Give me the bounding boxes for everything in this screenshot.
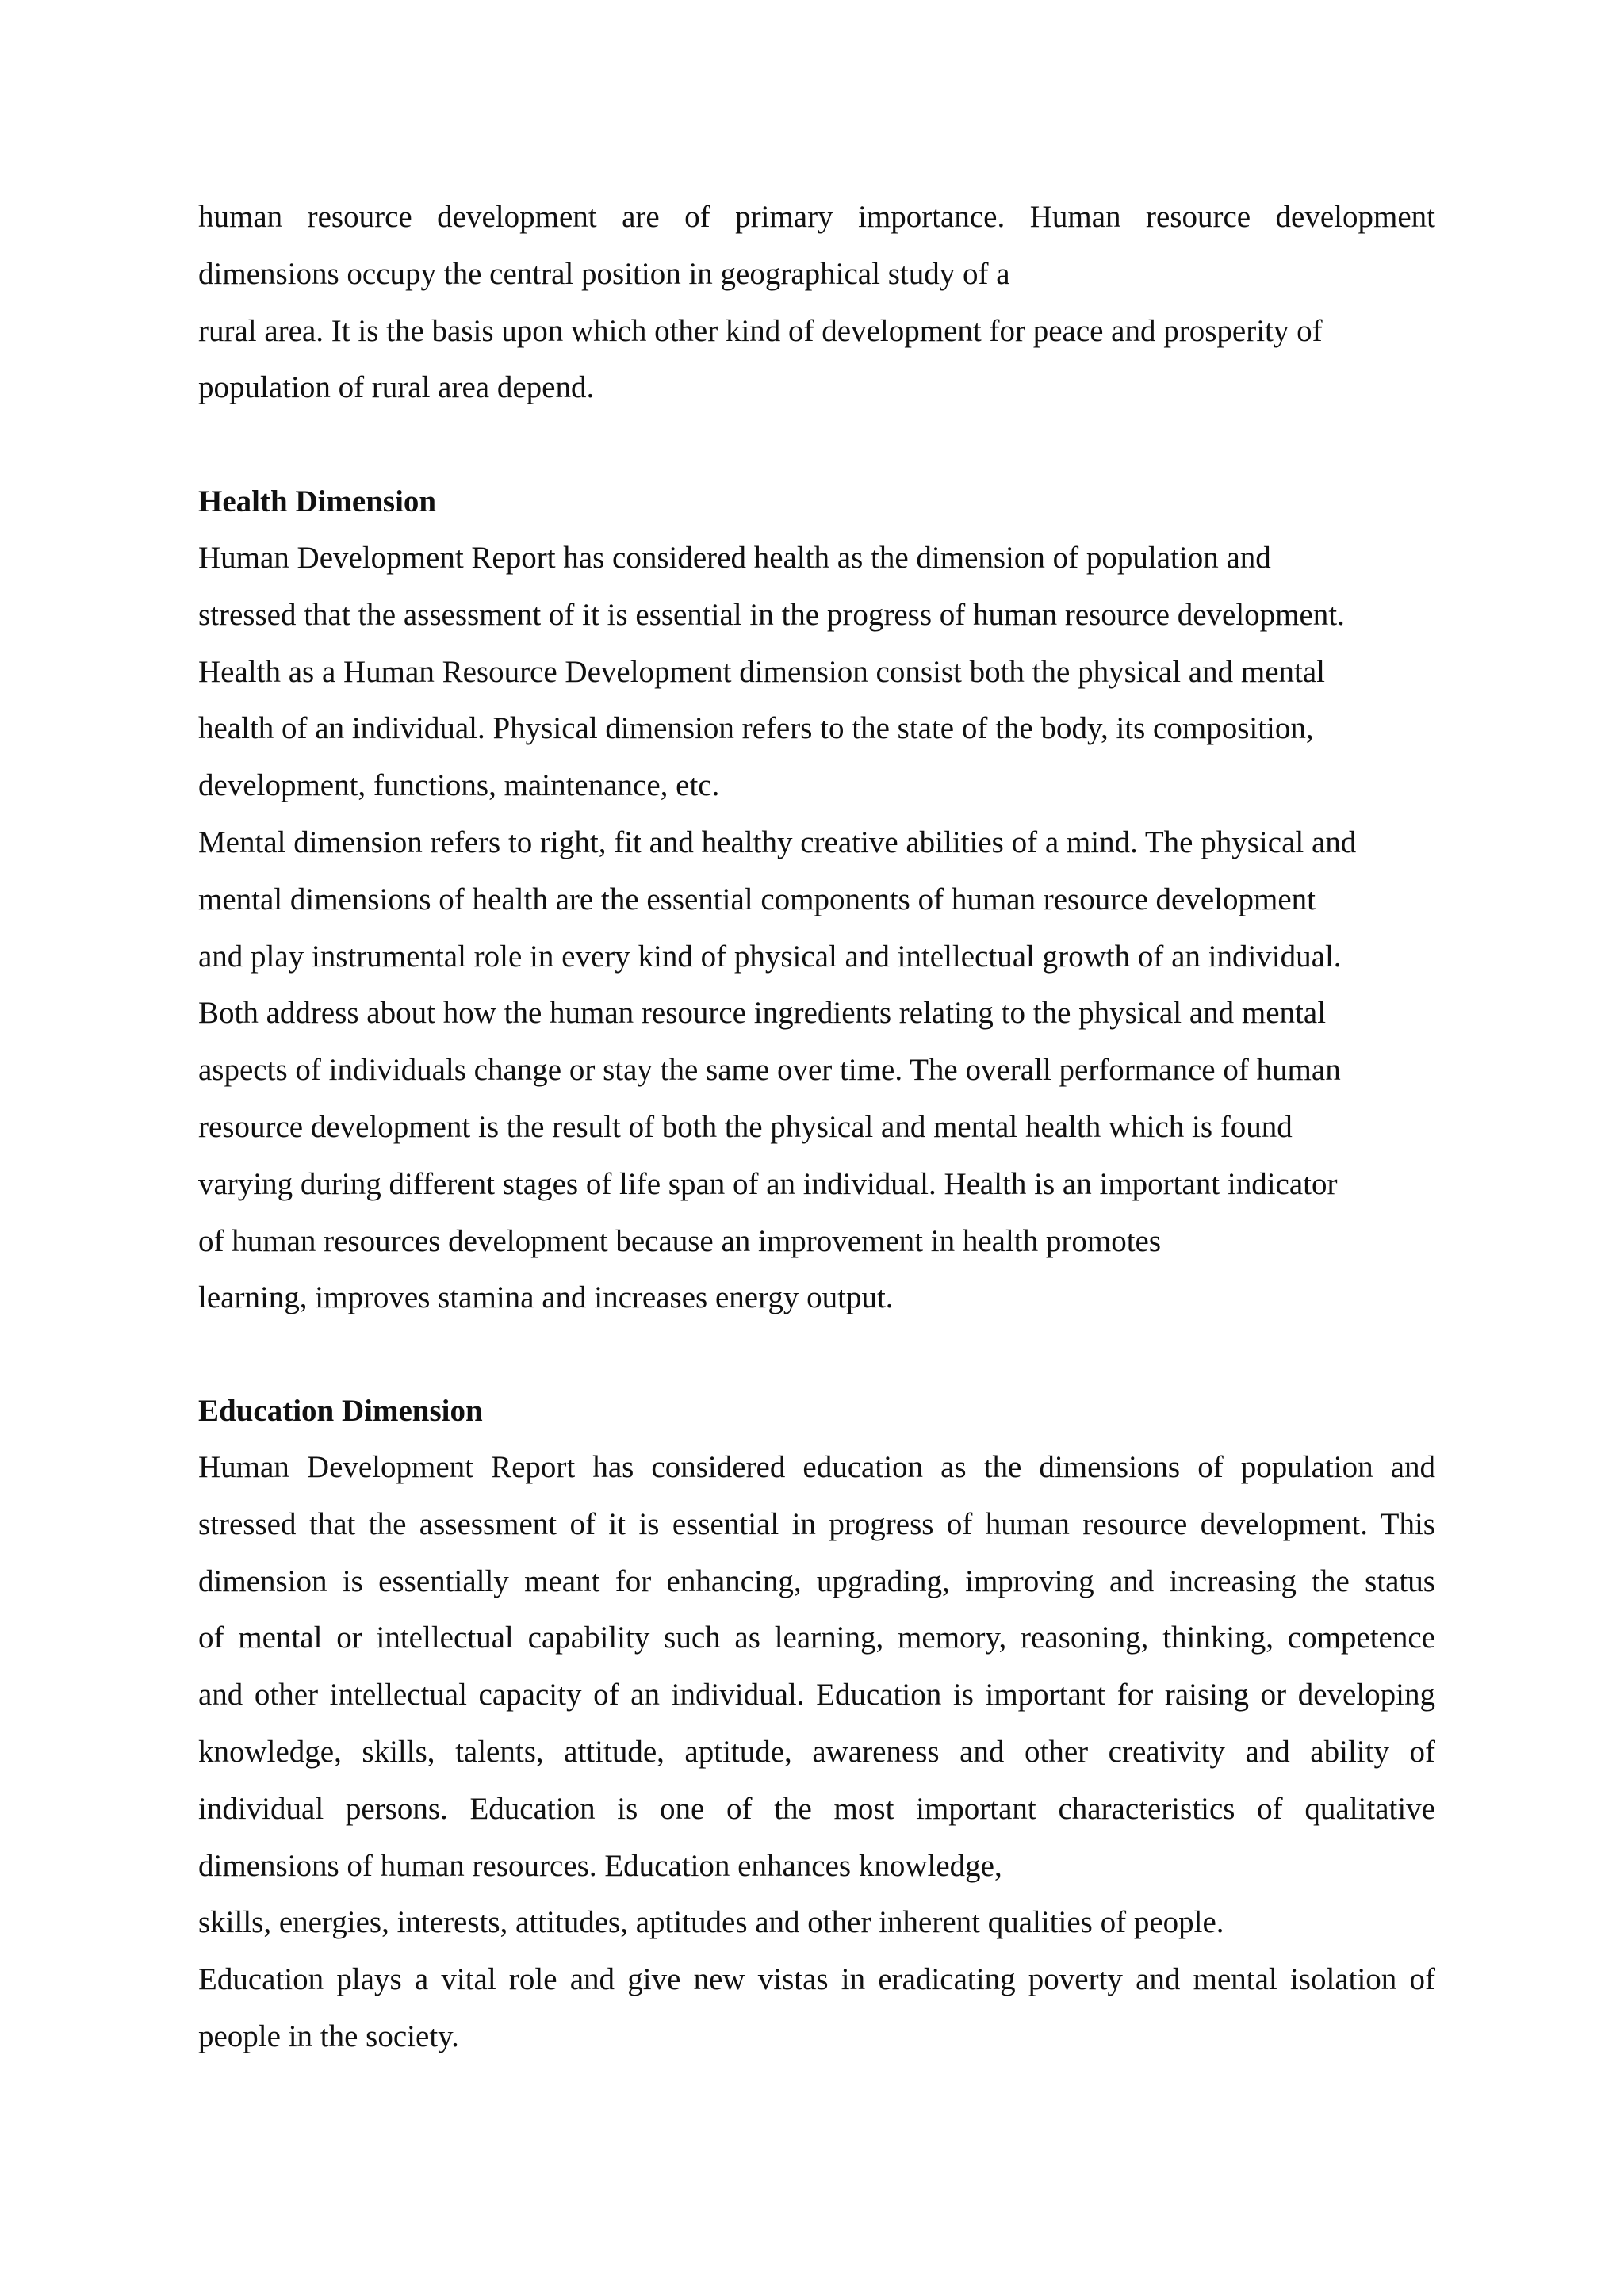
intro-line-3: rural area. It is the basis upon which other kind of development for peace and prosperity of	[198, 313, 1323, 348]
health-heading: Health Dimension	[198, 484, 437, 519]
education-paragraph	[198, 1439, 1435, 2065]
health-paragraph	[198, 530, 1435, 1326]
health-line-11: resource development is the result of both the physical and mental health which is found	[198, 1109, 1293, 1144]
education-line-1: Human Development Report has considered education as the dimensions of population and	[198, 1450, 1435, 1484]
education-line-4: of mental or intellectual capability such as learning, memory, reasoning, thinking, competence	[198, 1621, 1435, 1655]
health-line-8: and play instrumental role in every kind of physical and intellectual growth of an individual.	[198, 939, 1342, 974]
education-line-7: individual persons. Education is one of the most important characteristics of qualitative	[198, 1791, 1435, 1826]
education-line-3: dimension is essentially meant for enhancing, upgrading, improving and increasing the status	[198, 1563, 1435, 1598]
health-line-13: of human resources development because an improvement in health promotes	[198, 1223, 1162, 1258]
intro-paragraph	[198, 189, 1435, 416]
health-line-3: Health as a Human Resource Development dimension consist both the physical and mental	[198, 654, 1325, 689]
health-line-9: Both address about how the human resource ingredients relating to the physical and mental	[198, 996, 1327, 1031]
health-line-12: varying during different stages of life span of an individual. Health is an important indicator	[198, 1166, 1338, 1201]
health-line-10: aspects of individuals change or stay the same over time. The overall performance of human	[198, 1053, 1341, 1088]
health-line-14: learning, improves stamina and increases energy output.	[198, 1280, 894, 1315]
health-line-4: health of an individual. Physical dimension refers to the state of the body, its composition,	[198, 711, 1314, 746]
education-line-2: stressed that the assessment of it is essential in progress of human resource development. This	[198, 1506, 1435, 1541]
health-line-1: Human Development Report has considered health as the dimension of population and	[198, 541, 1271, 575]
education-line-5: and other intellectual capacity of an individual. Education is important for raising or developing	[198, 1678, 1435, 1712]
education-heading: Education Dimension	[198, 1394, 483, 1428]
education-line-9: skills, energies, interests, attitudes, aptitudes and other inherent qualities of people.	[198, 1905, 1224, 1940]
health-line-2: stressed that the assessment of it is essential in the progress of human resource development.	[198, 597, 1345, 632]
education-line-8: dimensions of human resources. Education enhances knowledge,	[198, 1848, 1002, 1883]
health-line-6: Mental dimension refers to right, fit and healthy creative abilities of a mind. The physical and	[198, 825, 1357, 859]
education-line-6: knowledge, skills, talents, attitude, aptitude, awareness and other creativity and ability of	[198, 1734, 1435, 1769]
health-line-7: mental dimensions of health are the essential components of human resource development	[198, 882, 1316, 916]
education-line-11: people in the society.	[198, 2019, 459, 2053]
intro-line-4: population of rural area depend.	[198, 370, 595, 405]
health-line-5: development, functions, maintenance, etc.	[198, 768, 720, 803]
education-line-10: Education plays a vital role and give new vistas in eradicating poverty and mental isolation of	[198, 1962, 1435, 1997]
intro-line-1: human resource development are of primary importance. Human resource development	[198, 200, 1435, 234]
intro-line-2: dimensions occupy the central position in geographical study of a	[198, 256, 1010, 291]
